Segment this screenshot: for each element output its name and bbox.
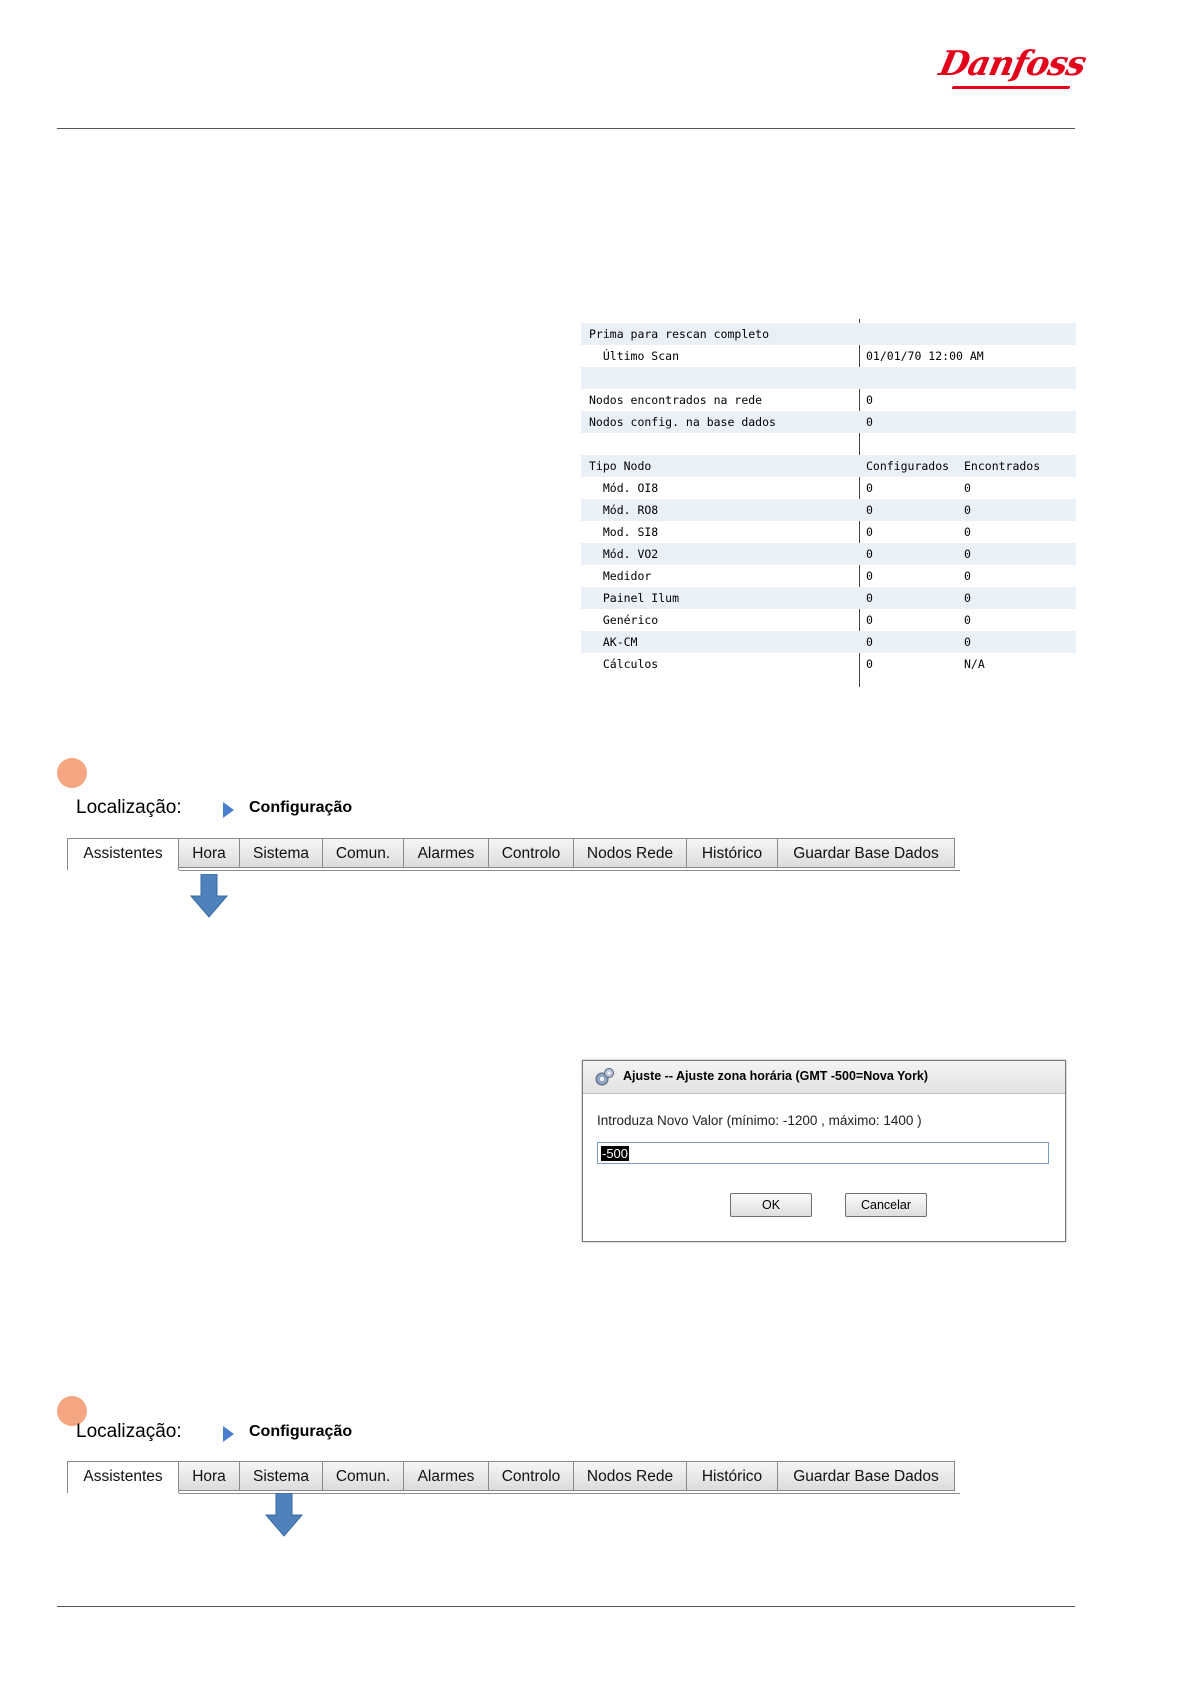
table-row <box>581 411 1076 433</box>
tab-guardar-base-dados[interactable]: Guardar Base Dados <box>777 1461 955 1491</box>
tab-hora[interactable]: Hora <box>178 1461 240 1491</box>
logo-swoosh <box>951 86 1070 89</box>
table-row <box>581 631 1076 653</box>
table-row <box>581 543 1076 565</box>
tab-alarmes[interactable]: Alarmes <box>403 1461 489 1491</box>
breadcrumb-arrow-icon <box>223 802 234 818</box>
configured-value: 0 <box>866 481 873 495</box>
table-row <box>581 345 1076 367</box>
tab-nodos-rede[interactable]: Nodos Rede <box>573 838 687 868</box>
tab-nodos-rede[interactable]: Nodos Rede <box>573 1461 687 1491</box>
configured-value: 0 <box>866 657 873 671</box>
down-arrow-icon <box>265 1493 303 1537</box>
found-value: Encontrados <box>964 459 1041 473</box>
network-scan-table <box>581 323 1076 681</box>
row-label: Mód. RO8 <box>589 503 659 517</box>
configured-value: 0 <box>866 547 873 561</box>
table-row <box>581 455 1076 477</box>
row-label: Tipo Nodo <box>589 459 652 473</box>
breadcrumb-current: Configuração <box>249 1423 353 1440</box>
row-label: Painel Ilum <box>589 591 680 605</box>
tab-alarmes[interactable]: Alarmes <box>403 838 489 868</box>
tab-baseline <box>179 870 960 871</box>
tab-comun-[interactable]: Comun. <box>322 838 404 868</box>
found-value: 0 <box>964 613 971 627</box>
row-label: Mod. SI8 <box>589 525 659 539</box>
location-label: Localização: <box>76 1421 182 1442</box>
configured-value: Configurados <box>866 459 950 473</box>
configured-value: 0 <box>866 393 873 407</box>
row-label: Mód. VO2 <box>589 547 659 561</box>
tab-guardar-base-dados[interactable]: Guardar Base Dados <box>777 838 955 868</box>
configured-value: 0 <box>866 569 873 583</box>
tab-hist-rico[interactable]: Histórico <box>686 838 778 868</box>
row-label: Último Scan <box>589 349 680 363</box>
tab-comun-[interactable]: Comun. <box>322 1461 404 1491</box>
tab-assistentes[interactable]: Assistentes <box>67 838 179 870</box>
table-row <box>581 323 1076 345</box>
dialog-title-bar <box>583 1061 1065 1094</box>
tab-hist-rico[interactable]: Histórico <box>686 1461 778 1491</box>
configured-value: 0 <box>866 635 873 649</box>
row-label: Nodos encontrados na rede <box>589 393 763 407</box>
row-label: Cálculos <box>589 657 659 671</box>
row-label: Prima para rescan completo <box>589 327 770 341</box>
configured-value: 0 <box>866 591 873 605</box>
configured-value: 0 <box>866 525 873 539</box>
table-row <box>581 521 1076 543</box>
table-row <box>581 389 1076 411</box>
danfoss-logo: Danfoss <box>935 44 1090 84</box>
down-arrow-icon <box>190 874 228 918</box>
tab-assistentes[interactable]: Assistentes <box>67 1461 179 1493</box>
time-zone-dialog <box>582 1060 1066 1242</box>
table-row <box>581 477 1076 499</box>
found-value: 0 <box>964 525 971 539</box>
found-value: N/A <box>964 657 985 671</box>
settings-gears-icon <box>594 1066 616 1088</box>
header-rule <box>57 128 1075 129</box>
table-row <box>581 499 1076 521</box>
breadcrumb-current: Configuração <box>249 799 353 816</box>
found-value: 0 <box>964 591 971 605</box>
row-label: Nodos config. na base dados <box>589 415 776 429</box>
value-input[interactable] <box>597 1142 1049 1164</box>
table-row <box>581 653 1076 675</box>
tab-sistema[interactable]: Sistema <box>239 838 323 868</box>
configured-value: 01/01/70 12:00 AM <box>866 349 984 363</box>
table-row <box>581 587 1076 609</box>
tab-hora[interactable]: Hora <box>178 838 240 868</box>
tab-controlo[interactable]: Controlo <box>488 838 574 868</box>
table-row <box>581 565 1076 587</box>
found-value: 0 <box>964 481 971 495</box>
found-value: 0 <box>964 569 971 583</box>
row-label: Mód. OI8 <box>589 481 659 495</box>
row-label: Medidor <box>589 569 652 583</box>
ok-button[interactable]: OK <box>730 1193 812 1217</box>
value-input-text: -500 <box>602 1146 629 1161</box>
tab-controlo[interactable]: Controlo <box>488 1461 574 1491</box>
location-label: Localização: <box>76 797 182 818</box>
table-row <box>581 433 1076 455</box>
configured-value: 0 <box>866 613 873 627</box>
breadcrumb-arrow-icon <box>223 1426 234 1442</box>
found-value: 0 <box>964 547 971 561</box>
dialog-prompt: Introduza Novo Valor (mínimo: -1200 , máximo: 1400 ) <box>597 1113 922 1128</box>
cancel-button[interactable]: Cancelar <box>845 1193 927 1217</box>
table-row <box>581 609 1076 631</box>
found-value: 0 <box>964 635 971 649</box>
table-row <box>581 367 1076 389</box>
row-label: Genérico <box>589 613 659 627</box>
footer-rule <box>57 1606 1075 1607</box>
step-marker <box>57 758 87 788</box>
configured-value: 0 <box>866 503 873 517</box>
dialog-title: Ajuste -- Ajuste zona horária (GMT -500=Nova York) <box>623 1069 929 1083</box>
tab-sistema[interactable]: Sistema <box>239 1461 323 1491</box>
row-label: AK-CM <box>589 635 638 649</box>
configured-value: 0 <box>866 415 873 429</box>
found-value: 0 <box>964 503 971 517</box>
